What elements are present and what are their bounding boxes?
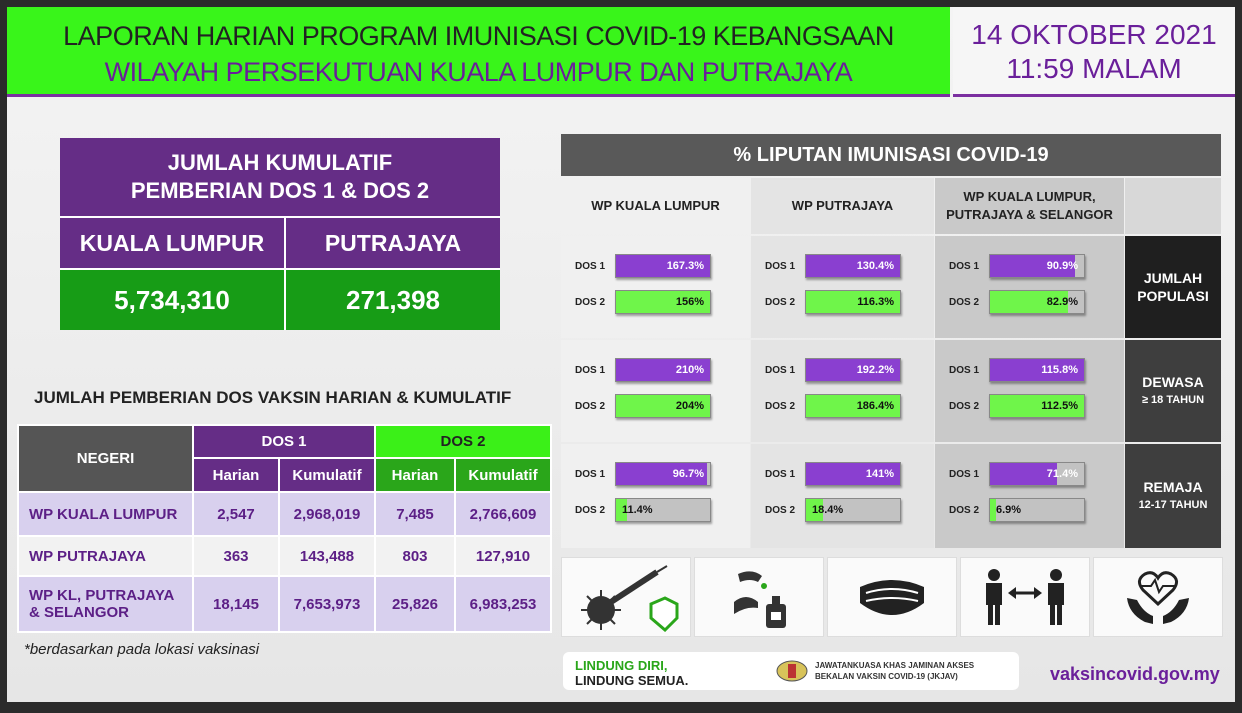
icons-strip [561,557,1223,637]
bar-row-dos2 [765,290,901,314]
bar-row-dos1 [575,462,711,486]
coverage-value: 71.4% [1046,468,1078,480]
coverage-value: 141% [865,468,894,480]
bar-row-dos2 [575,498,711,522]
row-label-line2: POPULASI [1137,288,1209,304]
coverage-bar-dos2 [989,394,1085,418]
pj-cumulative-value: 271,398 [286,268,500,330]
coverage-bar-dos1 [615,254,711,278]
report-page [7,7,1235,702]
row-name-line1: WP KL, PUTRAJAYA [29,587,175,604]
report-time: 11:59 MALAM [1006,53,1182,84]
slogan-line1: LINDUNG DIRI, [575,658,668,673]
kl-label: KUALA LUMPUR [60,216,286,268]
col-dos1-harian: Harian [193,458,279,492]
coverage-bar-dos1 [805,254,901,278]
dose-label: DOS 2 [765,504,796,516]
coverage-value: 6.9% [996,504,1022,516]
coverage-bar-dos2 [805,290,901,314]
col-head-kl: WP KUALA LUMPUR [561,178,750,234]
coverage-bar-dos1 [989,462,1085,486]
col-negeri: NEGERI [18,425,193,492]
report-date: 14 OKTOBER 2021 [971,19,1217,50]
col-dos2-kumulatif: Kumulatif [455,458,551,492]
coverage-bar-dos2 [989,498,1085,522]
coverage-value: 82.9% [1046,296,1078,308]
face-mask-icon [827,557,957,637]
slogan-line2: LINDUNG SEMUA. [575,673,689,688]
row-d1-kumulatif: 7,653,973 [279,576,375,632]
row-name-line2: & SELANGOR [29,604,130,621]
coverage-value: 204% [675,400,704,412]
dose-label: DOS 2 [575,296,606,308]
coverage-bar-dos1 [805,358,901,382]
bar-row-dos2 [949,394,1085,418]
coverage-bar-dos1 [805,462,901,486]
footer-logos [563,652,1019,690]
row-label-dewasa [1125,340,1221,442]
dose-table [17,424,552,633]
coverage-cell-remaja-klps [935,444,1124,548]
row-label-line1: JUMLAH [1143,270,1203,286]
row-d1-kumulatif: 143,488 [279,536,375,576]
coverage-value: 167.3% [666,260,704,272]
dose-label: DOS 2 [575,400,606,412]
dose-label: DOS 1 [765,468,796,480]
table-row [18,492,551,536]
coverage-bar-dos2 [805,394,901,418]
cumulative-title-line1: JUMLAH KUMULATIF [167,150,393,175]
coverage-bar-dos2 [989,290,1085,314]
bar-row-dos1 [765,462,901,486]
coverage-bar-dos1 [989,254,1085,278]
coverage-cell-jumlah-klps [935,236,1124,338]
col-head-klps-line2: PUTRAJAYA & SELANGOR [946,207,1113,222]
cumulative-panel [60,138,500,330]
dose-label: DOS 2 [765,400,796,412]
row-label-remaja [1125,444,1221,548]
kl-cumulative-value: 5,734,310 [60,268,286,330]
coverage-value: 112.5% [1041,400,1078,412]
row-d2-kumulatif: 6,983,253 [455,576,551,632]
bar-row-dos2 [949,290,1085,314]
col-head-klps [935,178,1124,234]
dose-label: DOS 1 [575,364,606,376]
coverage-cell-remaja-kl [561,444,750,548]
header-banner [7,7,950,97]
dose-label: DOS 2 [575,504,606,516]
bar-row-dos1 [765,358,901,382]
row-d1-harian: 363 [193,536,279,576]
coverage-bar-dos2 [615,394,711,418]
table-row [18,576,551,632]
social-distancing-icon [960,557,1090,637]
row-name: WP PUTRAJAYA [18,536,193,576]
heart-care-icon [1093,557,1223,637]
row-label-line2: ≥ 18 TAHUN [1141,394,1205,406]
row-d2-harian: 7,485 [375,492,455,536]
dose-label: DOS 1 [575,468,606,480]
bar-row-dos1 [575,254,711,278]
coverage-bar-dos1 [989,358,1085,382]
coverage-cell-jumlah-kl [561,236,750,338]
row-d1-kumulatif: 2,968,019 [279,492,375,536]
dose-label: DOS 1 [765,364,796,376]
bar-row-dos2 [765,498,901,522]
row-label-jumlah [1125,236,1221,338]
hand-sanitizer-icon [694,557,824,637]
row-name [18,576,193,632]
coverage-value: 192.2% [856,364,894,376]
dose-label: DOS 1 [949,468,980,480]
bar-row-dos2 [765,394,901,418]
row-label-line1: REMAJA [1143,479,1203,495]
dose-label: DOS 2 [949,400,980,412]
pj-label: PUTRAJAYA [286,216,500,268]
coverage-value: 210% [675,364,704,376]
coverage-panel [561,134,1221,548]
coverage-value: 186.4% [856,400,894,412]
col-head-pj: WP PUTRAJAYA [751,178,934,234]
bar-row-dos1 [949,462,1085,486]
coverage-cell-dewasa-klps [935,340,1124,442]
bar-row-dos2 [575,290,711,314]
row-d2-kumulatif: 2,766,609 [455,492,551,536]
coverage-value: 96.7% [672,468,704,480]
coverage-value: 115.8% [1041,364,1078,376]
agency-line2: BEKALAN VAKSIN COVID-19 (JKJAV) [815,672,958,681]
bar-row-dos1 [575,358,711,382]
bar-row-dos2 [949,498,1085,522]
coverage-cell-dewasa-kl [561,340,750,442]
col-dos2: DOS 2 [375,425,551,458]
vaccine-virus-icon [561,557,691,637]
col-dos1-kumulatif: Kumulatif [279,458,375,492]
col-head-klps-line1: WP KUALA LUMPUR, [963,189,1096,204]
coverage-grid [561,176,1221,548]
bar-row-dos1 [949,254,1085,278]
dose-label: DOS 2 [765,296,796,308]
table-row [18,536,551,576]
agency-line1: JAWATANKUASA KHAS JAMINAN AKSES [815,661,975,670]
row-label-line1: DEWASA [1142,374,1204,390]
row-d2-harian: 803 [375,536,455,576]
coverage-value: 116.3% [857,296,894,308]
row-d2-harian: 25,826 [375,576,455,632]
coverage-value: 90.9% [1046,260,1078,272]
coverage-bar-dos2 [805,498,901,522]
coverage-bar-dos1 [615,358,711,382]
coverage-value: 11.4% [622,504,653,516]
cumulative-title-line2: PEMBERIAN DOS 1 & DOS 2 [130,178,430,203]
coverage-cell-jumlah-pj [751,236,934,338]
col-dos1: DOS 1 [193,425,375,458]
dose-table-title: JUMLAH PEMBERIAN DOS VAKSIN HARIAN & KUMULATIF [34,388,512,407]
bar-row-dos1 [949,358,1085,382]
dose-label: DOS 2 [949,504,980,516]
coverage-value: 156% [675,296,704,308]
row-d1-harian: 18,145 [193,576,279,632]
row-d2-kumulatif: 127,910 [455,536,551,576]
website-link[interactable]: vaksincovid.gov.my [1050,664,1220,684]
coverage-title: % LIPUTAN IMUNISASI COVID-19 [561,134,1221,176]
coverage-bar-dos2 [615,290,711,314]
report-subtitle: WILAYAH PERSEKUTUAN KUALA LUMPUR DAN PUTRAJAYA [104,57,853,87]
row-label-line2: 12-17 TAHUN [1138,499,1208,511]
cumulative-title [60,138,500,216]
coverage-cell-remaja-pj [751,444,934,548]
coverage-value: 130.4% [856,260,894,272]
row-name: WP KUALA LUMPUR [18,492,193,536]
dose-label: DOS 2 [949,296,980,308]
coverage-value: 18.4% [812,504,844,516]
report-title: LAPORAN HARIAN PROGRAM IMUNISASI COVID-19 KEBANGSAAN [63,21,894,51]
dose-label: DOS 1 [949,364,980,376]
row-d1-harian: 2,547 [193,492,279,536]
col-head-empty [1125,178,1221,234]
coverage-cell-dewasa-pj [751,340,934,442]
footnote: *berdasarkan pada lokasi vaksinasi [24,641,260,658]
col-dos2-harian: Harian [375,458,455,492]
dose-label: DOS 1 [575,260,606,272]
coverage-bar-dos2 [615,498,711,522]
coverage-bar-dos1 [615,462,711,486]
crest-icon [775,659,809,683]
bar-row-dos2 [575,394,711,418]
dose-label: DOS 1 [765,260,796,272]
dose-label: DOS 1 [949,260,980,272]
date-box [953,7,1235,97]
bar-row-dos1 [765,254,901,278]
